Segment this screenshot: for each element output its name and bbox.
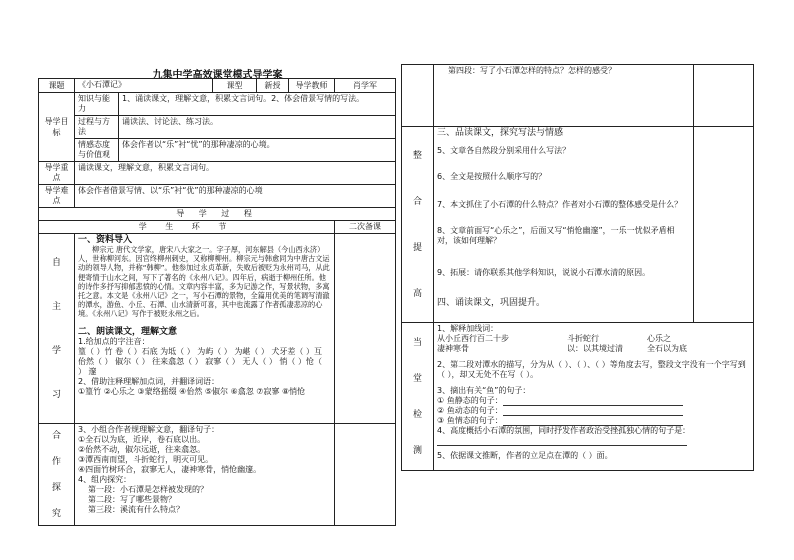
fish-label-3: ③ 鱼情态的句子：: [437, 416, 503, 425]
goals-label: 导学目标: [39, 93, 75, 162]
coop-heading: 3、小组合作者规理解文意，翻译句子：: [78, 425, 220, 434]
word-question: 2、借助注释理解加点词，并翻译词语：: [78, 377, 220, 386]
col-right-header: 二次备课: [335, 221, 396, 234]
coop-sentence-1: ①全石以为底，近岸，卷石底以出。: [78, 435, 206, 444]
test-row-2: [437, 344, 750, 354]
consolidate-q6: 6、全文是按照什么顺序写的？: [437, 172, 547, 181]
test-r2a: 凄神寒骨: [437, 344, 469, 353]
fish-blank-1[interactable]: [503, 397, 683, 406]
type-value: 新授: [257, 79, 289, 93]
test-r2b: 以：以其境过清: [567, 344, 623, 353]
consolidate-q5: 5、文章各自然段分别采用什么写法？: [437, 146, 571, 155]
test-label-3: 检: [412, 409, 422, 420]
diff-label: 导学难点: [39, 185, 75, 208]
coop-step-1: 第一段：小石潭是怎样被发现的？: [88, 485, 208, 494]
topic-value: 《小石潭记》: [75, 79, 213, 93]
section-heading-2: 二、朗读课文，理解文意: [78, 327, 178, 337]
consolidate-label-2: 合: [412, 196, 422, 207]
coop-label-2: 作: [51, 456, 61, 467]
test-label: [402, 323, 434, 471]
key-text: 诵读课文，理解文意，积累文言词句。: [75, 162, 396, 185]
top-question: 第四段：写了小石潭怎样的特点？怎样的感受？: [434, 65, 694, 127]
coop-notes: [335, 424, 396, 526]
self-study-notes: [335, 234, 396, 424]
test-content: [434, 323, 754, 471]
consolidate-label: [402, 127, 434, 323]
pinyin-items: 篁（ ）竹 卷（ ）石底 为坻（ ） 为屿（ ） 为嵁（ ） 犬牙差（ ）互 佁然（ ） 俶尔（ ） 往来翕忽（ ） 寂寥（ ） 无人（ ） 悄（ ）怆（ ） 邃: [78, 347, 322, 376]
consolidate-label-3: 提: [412, 242, 422, 253]
coop-sentence-2: ②佁然不动，俶尔远逝，往来翕忽。: [78, 445, 206, 454]
author-bio: 柳宗元 唐代文学家，唐宋八大家之一。字子厚，河东解县（今山西永济）人，世称柳河东。因官终柳州刺史，又称柳柳州。柳宗元与韩愈同为中唐古文运动的领导人物，并称“韩柳”。他参加过永贞革新，失败后被贬为永州司马，从此便寄情于山水之间，写下了著名的《永州八记》。四年后，病逝于柳州任所。他的诗作多抒写抑郁悲愤的心情。文章内容丰富，多为记游之作，写景状物，多寓托之意。本文是《永州八记》之一，写小石潭的景物，全篇用优美的笔调写清澈的潭水，游鱼、小丘、石潭、山水清新可喜，其中也流露了作者孤凄悲凉的心境。《永州八记》写作于被贬永州之后。: [78, 245, 330, 319]
consolidate-content: [434, 127, 694, 323]
coop-label-1: 合: [51, 430, 61, 441]
test-q4: 4、高度概括小石潭的氛围，同时抒发作者政治受挫孤独心情的句子是：: [437, 426, 691, 435]
pinyin-question: 1.给加点的字注音：: [78, 337, 150, 346]
teacher-value: 肖学军: [335, 79, 396, 93]
coop-label-3: 探: [51, 482, 61, 493]
fish-label-2: ② 鱼动态的句子：: [437, 406, 503, 415]
col-header: 学 生 环 节: [39, 221, 335, 234]
top-left-cell: [402, 65, 434, 127]
section-heading-1: 一、资料导入: [78, 235, 133, 245]
fish-line-2: [437, 406, 750, 416]
top-notes: [694, 65, 754, 127]
coop-label-4: 究: [51, 508, 61, 519]
test-label-1: 当: [412, 337, 422, 348]
fish-blank-3[interactable]: [503, 417, 683, 426]
test-q1: 1、解释加线词：: [437, 324, 499, 333]
test-r2c: 全石以为底: [647, 344, 687, 353]
self-study-label-1: 自: [51, 257, 61, 268]
self-study-label-4: 习: [51, 389, 61, 400]
goal-name-2: 过程与方法: [75, 116, 119, 139]
consolidate-heading-4: 四、诵读课文，巩固提升。: [437, 298, 546, 308]
right-table: [401, 64, 754, 471]
goal-text-1: 1、诵读课文，理解文意，积累文言词句。2、体会借景写情的写法。: [119, 93, 396, 116]
consolidate-label-4: 高: [412, 288, 422, 299]
goal-text-3: 体会作者以“乐”衬“忧”的那种凄凉的心境。: [119, 139, 396, 162]
goal-text-2: 诵读法、讨论法、练习法。: [119, 116, 396, 139]
test-row-1: [437, 334, 750, 344]
fish-label-1: ① 鱼静态的句子：: [437, 396, 503, 405]
goal-name-1: 知识与能力: [75, 93, 119, 116]
test-q3: 3、摘出有关“鱼”的句子：: [437, 386, 531, 395]
test-r1c: 心乐之: [647, 334, 671, 343]
test-label-2: 堂: [412, 373, 422, 384]
coop-sentence-3: ③潭西南而望，斗折蛇行，明灭可见。: [78, 455, 214, 464]
fish-blank-2[interactable]: [503, 407, 683, 416]
coop-content: [75, 424, 335, 526]
label-teacher: 导学教师: [289, 79, 335, 93]
fish-line-3: [437, 416, 750, 426]
consolidate-label-1: 整: [412, 150, 422, 161]
self-study-label-3: 学: [51, 345, 61, 356]
fish-line-1: [437, 396, 750, 406]
test-q2: 2、第二段对潭水的描写，分为从（ ）、（ ）、（ ）等角度去写，整段文字没有一个字写到（ ），却又无处不在写（ ）。: [437, 360, 746, 379]
test-q5: 5、依据课文推断，作者的立足点在潭的（ ）面。: [437, 451, 613, 460]
self-study-label-2: 主: [51, 301, 61, 312]
consolidate-q9: 9、拓展：请你联系其他学科知识，说说小石潭水清的原因。: [437, 268, 651, 277]
test-label-4: 测: [412, 445, 422, 456]
consolidate-q8: 8、文章前面写“心乐之”，后面又写“悄怆幽邃”，一乐一忧似矛盾相对，该如何理解？: [437, 226, 675, 245]
test-r1b: 斗折蛇行: [567, 334, 599, 343]
test-q4-blank[interactable]: [437, 437, 687, 446]
coop-label: [39, 424, 75, 526]
label-topic: 课题: [39, 79, 75, 93]
coop-step-2: 第二段：写了哪些景物？: [88, 495, 176, 504]
self-study-content: [75, 234, 335, 424]
coop-heading-2: 4、组内探究：: [78, 475, 132, 484]
consolidate-notes: [694, 127, 754, 323]
left-table: [38, 78, 396, 526]
coop-sentence-4: ④四面竹树环合，寂寥无人，凄神寒骨，悄怆幽邃。: [78, 465, 262, 474]
key-label: 导学重点: [39, 162, 75, 185]
label-type: 课型: [213, 79, 257, 93]
page-title: 九集中学高效课堂模式导学案: [152, 70, 283, 81]
test-r1a: 从小丘西行百二十步: [437, 334, 509, 343]
consolidate-q7: 7、本文抓住了小石潭的什么特点？作者对小石潭的整体感受是什么？: [437, 200, 683, 209]
test-q4-line: [437, 436, 750, 446]
process-header: 导 学 过 程: [39, 208, 396, 221]
coop-step-3: 第三段：溪流有什么特点？: [88, 505, 184, 514]
goal-name-3: 情感态度与价值观: [75, 139, 119, 162]
diff-text: 体会作者借景写情、以“乐”衬“优”的那种凄凉的心境: [75, 185, 396, 208]
word-items: ①篁竹 ②心乐之 ③蒙络摇缀 ④佁然 ⑤俶尔 ⑥翕忽 ⑦寂寥 ⑧悄怆: [78, 387, 306, 396]
consolidate-heading: 三、品读课文，探究写法与情感: [437, 128, 564, 138]
self-study-label: [39, 234, 75, 424]
